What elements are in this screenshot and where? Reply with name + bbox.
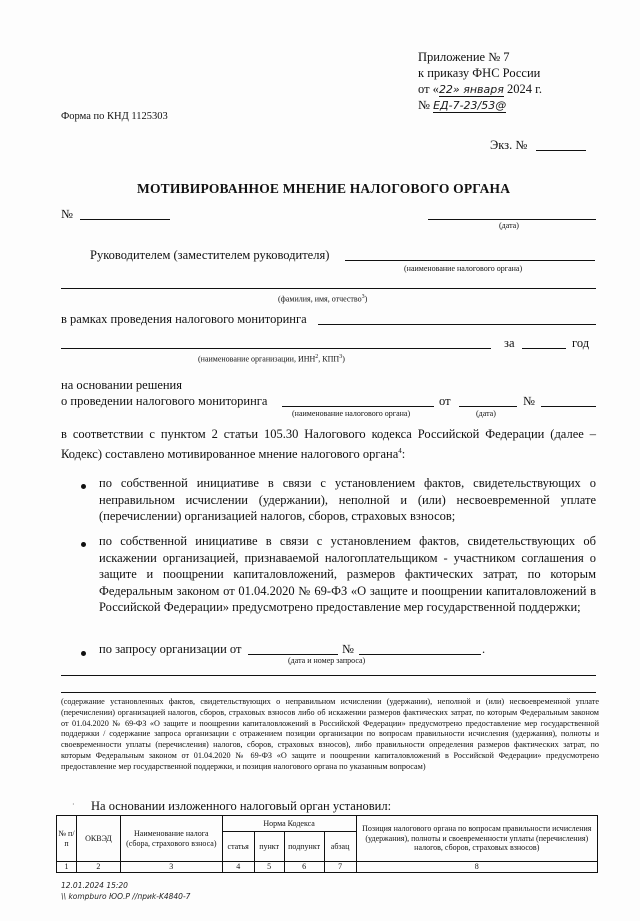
- fio-caption-text: (фамилия, имя, отчество: [278, 294, 362, 304]
- basis-line-2: о проведении налогового мониторинга: [61, 394, 268, 408]
- appendix-label: Приложение № 7: [418, 50, 510, 64]
- intro-colon: :: [401, 446, 406, 461]
- year-label: год: [572, 336, 590, 350]
- scan-artifact-mark: ·: [72, 800, 75, 809]
- year-field[interactable]: [522, 348, 566, 349]
- fio-caption-close: ): [364, 294, 368, 304]
- tax-authority-field[interactable]: [345, 260, 595, 261]
- organization-caption: [198, 352, 345, 365]
- index-cell: 5: [254, 862, 284, 873]
- header-subitem: подпункт: [284, 832, 324, 862]
- header-paragraph: абзац: [324, 832, 356, 862]
- bullet-marker-2: [81, 542, 86, 547]
- fio-field[interactable]: [61, 288, 596, 289]
- header-okved: ОКВЭД: [76, 816, 120, 862]
- basis-date-caption: (дата): [476, 409, 496, 418]
- date-caption: (дата): [499, 221, 519, 230]
- date-year: 2024: [506, 82, 532, 96]
- handwritten-date: 22» января: [438, 83, 504, 96]
- index-cell: 4: [222, 862, 254, 873]
- header-num: № п/п: [57, 816, 77, 862]
- basis-line-1: на основании решения: [61, 378, 182, 392]
- index-cell: 2: [76, 862, 120, 873]
- date-suffix: г.: [535, 82, 542, 96]
- footer-path: \\ kompburo ЮО.Р //приk-K4840-7: [61, 892, 191, 901]
- basis-date-field[interactable]: [459, 406, 517, 407]
- form-code: Форма по КНД 1125303: [61, 111, 168, 122]
- intro-paragraph: [61, 426, 596, 462]
- fio-caption: [278, 292, 367, 305]
- request-num-label: №: [342, 642, 354, 656]
- basis-tax-caption: (наименование налогового органа): [292, 409, 411, 418]
- fio-footnote: 3: [361, 294, 365, 300]
- document-date-field[interactable]: [428, 219, 596, 220]
- intro-text: в соответствии с пунктом 2 статьи 105.30 Налогового кодекса Российской Федерации (далее – Кодекс) составлено мотивированное мнение налогового органа: [61, 427, 596, 461]
- header-article: статья: [222, 832, 254, 862]
- header-tax-name: Наименование налога (сбора, страхового взноса): [120, 816, 222, 862]
- header-item: пункт: [254, 832, 284, 862]
- bullet-marker-1: [81, 484, 86, 489]
- request-number-field[interactable]: [359, 654, 481, 655]
- copy-number-field[interactable]: [536, 150, 586, 151]
- number-prefix: №: [418, 98, 430, 112]
- head-label: Руководителем (заместителем руководителя): [90, 248, 330, 262]
- index-cell: 7: [324, 862, 356, 873]
- index-cell: 1: [57, 862, 77, 873]
- basis-number-field[interactable]: [541, 406, 596, 407]
- basis-num-label: №: [523, 394, 535, 408]
- request-date-field[interactable]: [248, 654, 338, 655]
- org-caption-mid: , КПП: [318, 354, 340, 364]
- tax-authority-caption: (наименование налогового органа): [404, 264, 523, 273]
- conclusion-text: На основании изложенного налоговый орган установил:: [91, 799, 392, 813]
- document-number-field[interactable]: [80, 219, 170, 220]
- index-cell: 8: [356, 862, 597, 873]
- org-caption-text: (наименование организации, ИНН: [198, 354, 316, 364]
- date-prefix: от «: [418, 82, 439, 96]
- organization-field[interactable]: [61, 348, 491, 349]
- intro-footnote: 4: [398, 446, 402, 455]
- monitoring-field[interactable]: [318, 324, 596, 325]
- facts-line-2[interactable]: [61, 692, 596, 693]
- order-ref: к приказу ФНС России: [418, 66, 541, 80]
- basis-tax-authority-field[interactable]: [282, 406, 434, 407]
- org-footnote-kpp: 3: [339, 354, 343, 360]
- index-cell: 3: [120, 862, 222, 873]
- request-dot: .: [482, 642, 486, 656]
- copy-number-label: Экз. №: [490, 138, 528, 152]
- document-title: МОТИВИРОВАННОЕ МНЕНИЕ НАЛОГОВОГО ОРГАНА: [137, 181, 511, 196]
- request-label: по запросу организации от: [99, 642, 242, 656]
- bullet-item-1: по собственной инициативе в связи с установлением фактов, свидетельствующих о неправильном исчислении (удержании), неполной и (или) несвоевременной уплате (перечислении) организацией налогов, сборов, страховых взносов;: [99, 476, 596, 524]
- number-sign: №: [61, 207, 73, 221]
- for-label: за: [504, 336, 515, 350]
- org-footnote-inn: 2: [315, 354, 319, 360]
- basis-from-label: от: [439, 394, 451, 408]
- monitoring-label: в рамках проведения налогового мониторинга: [61, 312, 307, 326]
- index-cell: 6: [284, 862, 324, 873]
- org-caption-close: ): [342, 354, 345, 364]
- header-norm: Норма Кодекса: [222, 816, 356, 832]
- bullet-item-2: по собственной инициативе в связи с установлением фактов, свидетельствующих об искажении организацией, признаваемой налогоплательщиком - участником соглашения о защите и поощрении капиталовложений, размеров фактических затрат, по которым Федеральным законом от 01.04.2020 № 69-ФЗ «О защите и поощрении капиталовложений в Российской Федерации» предусмотрено предоставление мер государственной поддержки;: [99, 534, 596, 615]
- order-date-line: [418, 82, 542, 97]
- handwritten-number: ЕД-7-23/53@: [433, 99, 507, 112]
- order-number-line: [418, 98, 506, 113]
- request-caption: (дата и номер запроса): [288, 656, 366, 665]
- header-position: Позиция налогового органа по вопросам правильности исчисления (удержания), полноты и своевременности уплаты (перечисления) налогов, сборов, страховых взносов): [356, 816, 597, 862]
- footer-timestamp: 12.01.2024 15:20: [61, 881, 128, 890]
- facts-line-1[interactable]: [61, 675, 596, 676]
- bullet-marker-3: [81, 651, 86, 656]
- position-table: [56, 815, 598, 873]
- facts-caption: (содержание установленных фактов, свидетельствующих о неправильном исчислении (удержании), неполной и (или) несвоевременной уплате (перечислении) организацией налогов, сборов, страховых взносов либо об искажении размеров фактических затрат, по которым Федеральным законом от 01.04.2020 № 69-ФЗ «О защите и поощрении капиталовложений в Российской Федерации» предусмотрено предоставление мер государственной поддержки / содержание запроса организации с отражением позиции организации по вопросам правильности исчисления (удержания), полноты и своевременности уплаты (перечисления) налогов, сборов, страховых взносов), либо правильности определения размеров фактических затрат, по которым Федеральным законом от 01.04.2020 № 69-ФЗ «О защите и поощрении капиталовложений в Российской Федерации» предусмотрено предоставление мер государственной поддержки, и позиция налогового органа по указанным вопросам): [61, 697, 599, 771]
